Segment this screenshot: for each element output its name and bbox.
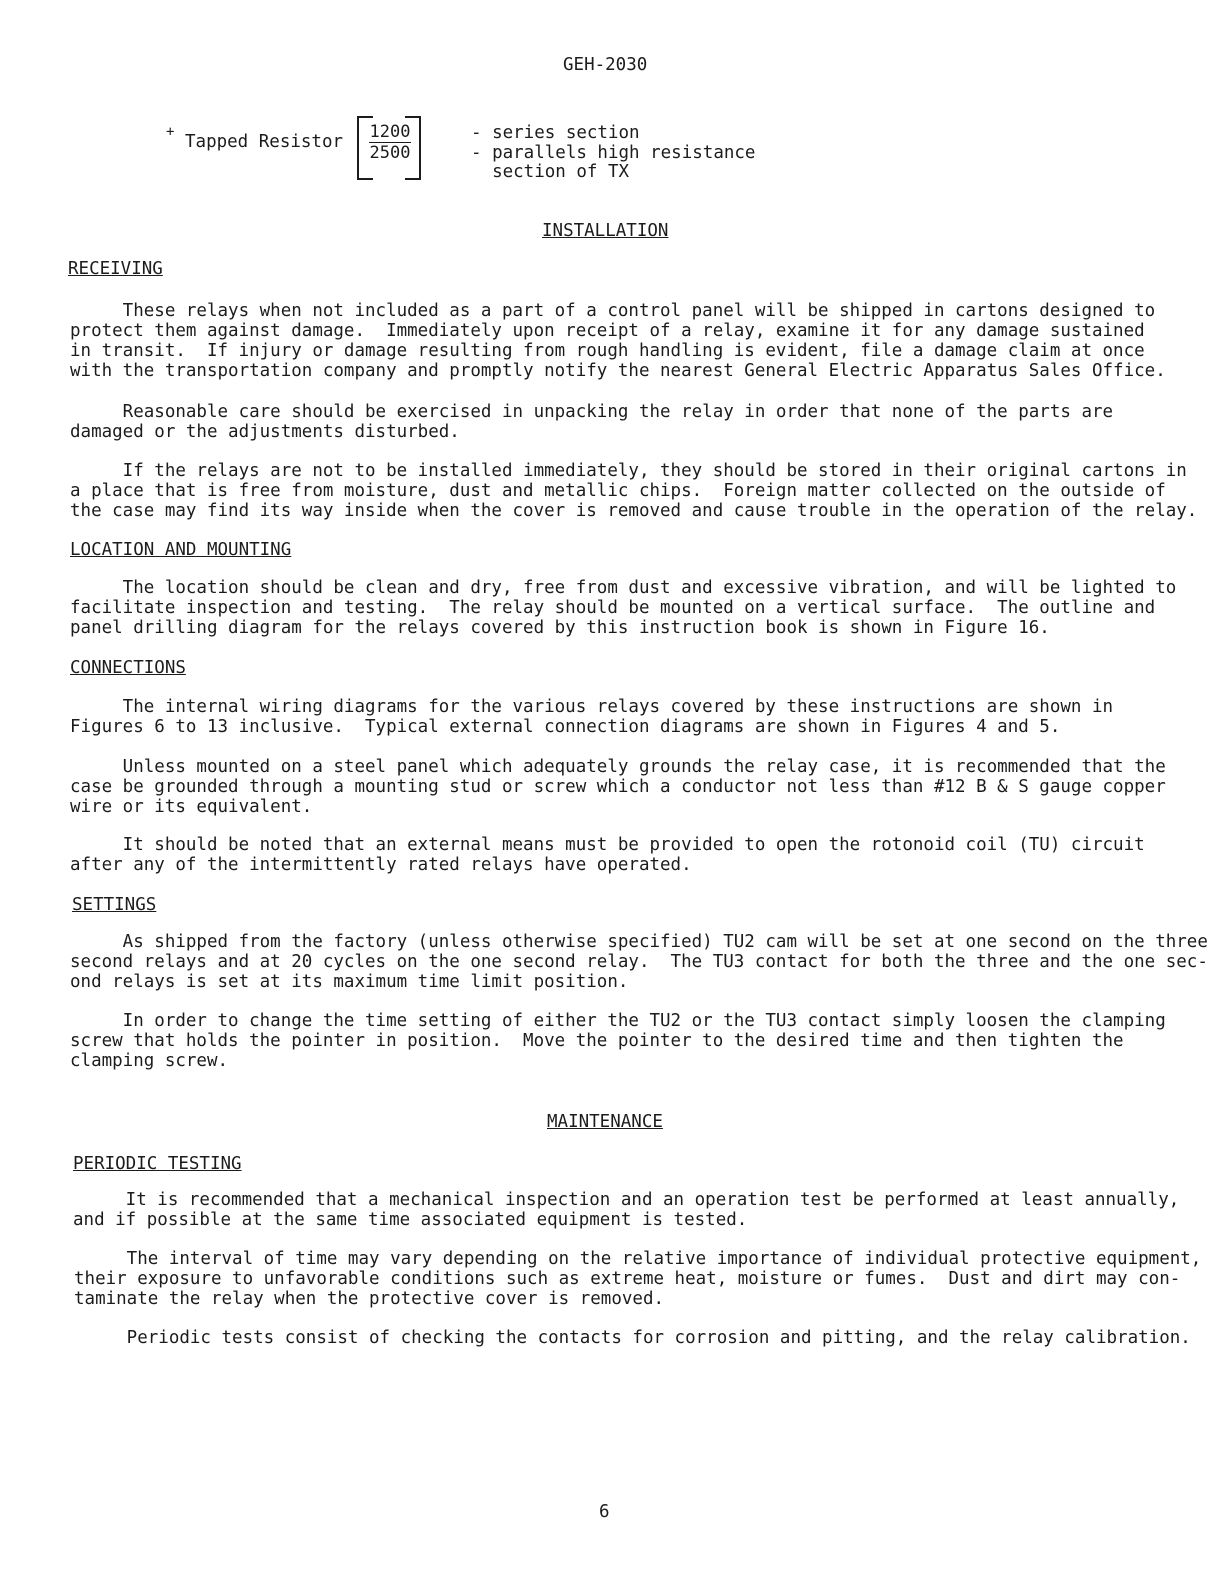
- settings-paragraph-1: As shipped from the factory (unless otherwise specified) TU2 cam will be set at one second on the three second relays and at 20 cycles on the one second relay. The TU3 contact for both the three and the one sec- ond relays is set at its maximum time limit position.: [70, 932, 1208, 992]
- connections-paragraph-2: Unless mounted on a steel panel which adequately grounds the relay case, it is recommended that the case be grounded through a mounting stud or screw which a conductor not less than #12 B & S gauge copper wire or its equivalent.: [70, 757, 1166, 817]
- resistor-desc-line: - series section: [471, 123, 640, 143]
- connections-heading: CONNECTIONS: [70, 658, 186, 678]
- tap-bottom-value: 2500: [369, 143, 411, 163]
- resistor-desc-line: section of TX: [471, 162, 630, 182]
- resistor-label: Tapped Resistor: [185, 132, 344, 152]
- maintenance-title: MAINTENANCE: [547, 1112, 663, 1132]
- connections-paragraph-3: It should be noted that an external means must be provided to open the rotonoid coil (TU) circuit after any of the intermittently rated relays have operated.: [70, 835, 1145, 875]
- installation-title: INSTALLATION: [542, 221, 669, 241]
- connections-paragraph-1: The internal wiring diagrams for the various relays covered by these instructions are shown in Figures 6 to 13 inclusive. Typical external connection diagrams are shown in Figures 4 and 5.: [70, 697, 1114, 737]
- receiving-heading: RECEIVING: [68, 259, 163, 279]
- settings-paragraph-2: In order to change the time setting of either the TU2 or the TU3 contact simply loosen the clamping screw that holds the pointer in position. Move the pointer to the desired time and then tighten the clamping screw.: [70, 1011, 1166, 1071]
- tap-top-value: 1200: [369, 122, 411, 142]
- periodic-paragraph-3: Periodic tests consist of checking the contacts for corrosion and pitting, and the relay calibration.: [74, 1328, 1191, 1348]
- periodic-testing-heading: PERIODIC TESTING: [73, 1154, 242, 1174]
- resistor-desc-line: - parallels high resistance: [471, 143, 756, 163]
- settings-heading: SETTINGS: [72, 895, 157, 915]
- receiving-paragraph-2: Reasonable care should be exercised in unpacking the relay in order that none of the parts are damaged or the adjustments disturbed.: [70, 402, 1114, 442]
- receiving-paragraph-1: These relays when not included as a part of a control panel will be shipped in cartons designed to protect them against damage. Immediately upon receipt of a relay, examine it for any damage sustained in transit. If injury or damage resulting from rough handling is evident, file a damage claim at once with the transportation company and promptly notify the nearest General Electric Apparatus Sales Office.: [70, 301, 1166, 381]
- location-paragraph-1: The location should be clean and dry, free from dust and excessive vibration, and will be lighted to facilitate inspection and testing. The relay should be mounted on a vertical surface. The outline and panel drilling diagram for the relays covered by this instruction book is shown in Figure 16.: [70, 578, 1177, 638]
- periodic-paragraph-1: It is recommended that a mechanical inspection and an operation test be performed at least annually, and if possible at the same time associated equipment is tested.: [73, 1190, 1180, 1230]
- page-number: 6: [599, 1502, 610, 1522]
- periodic-paragraph-2: The interval of time may vary depending on the relative importance of individual protective equipment, their exposure to unfavorable conditions such as extreme heat, moisture or fumes. Dust and dirt may con- taminate the relay when the protective cover is removed.: [74, 1249, 1202, 1309]
- tap-fraction: [369, 122, 411, 163]
- receiving-paragraph-3: If the relays are not to be installed immediately, they should be stored in their original cartons in a place that is free from moisture, dust and metallic chips. Foreign matter collected on the outside of the case may find its way inside when the cover is removed and cause trouble in the operation of the relay.: [70, 461, 1198, 521]
- plus-symbol: +: [166, 124, 175, 140]
- document-number: GEH-2030: [563, 55, 648, 75]
- resistor-tap-bracket: [357, 116, 421, 178]
- location-heading: LOCATION AND MOUNTING: [70, 540, 292, 560]
